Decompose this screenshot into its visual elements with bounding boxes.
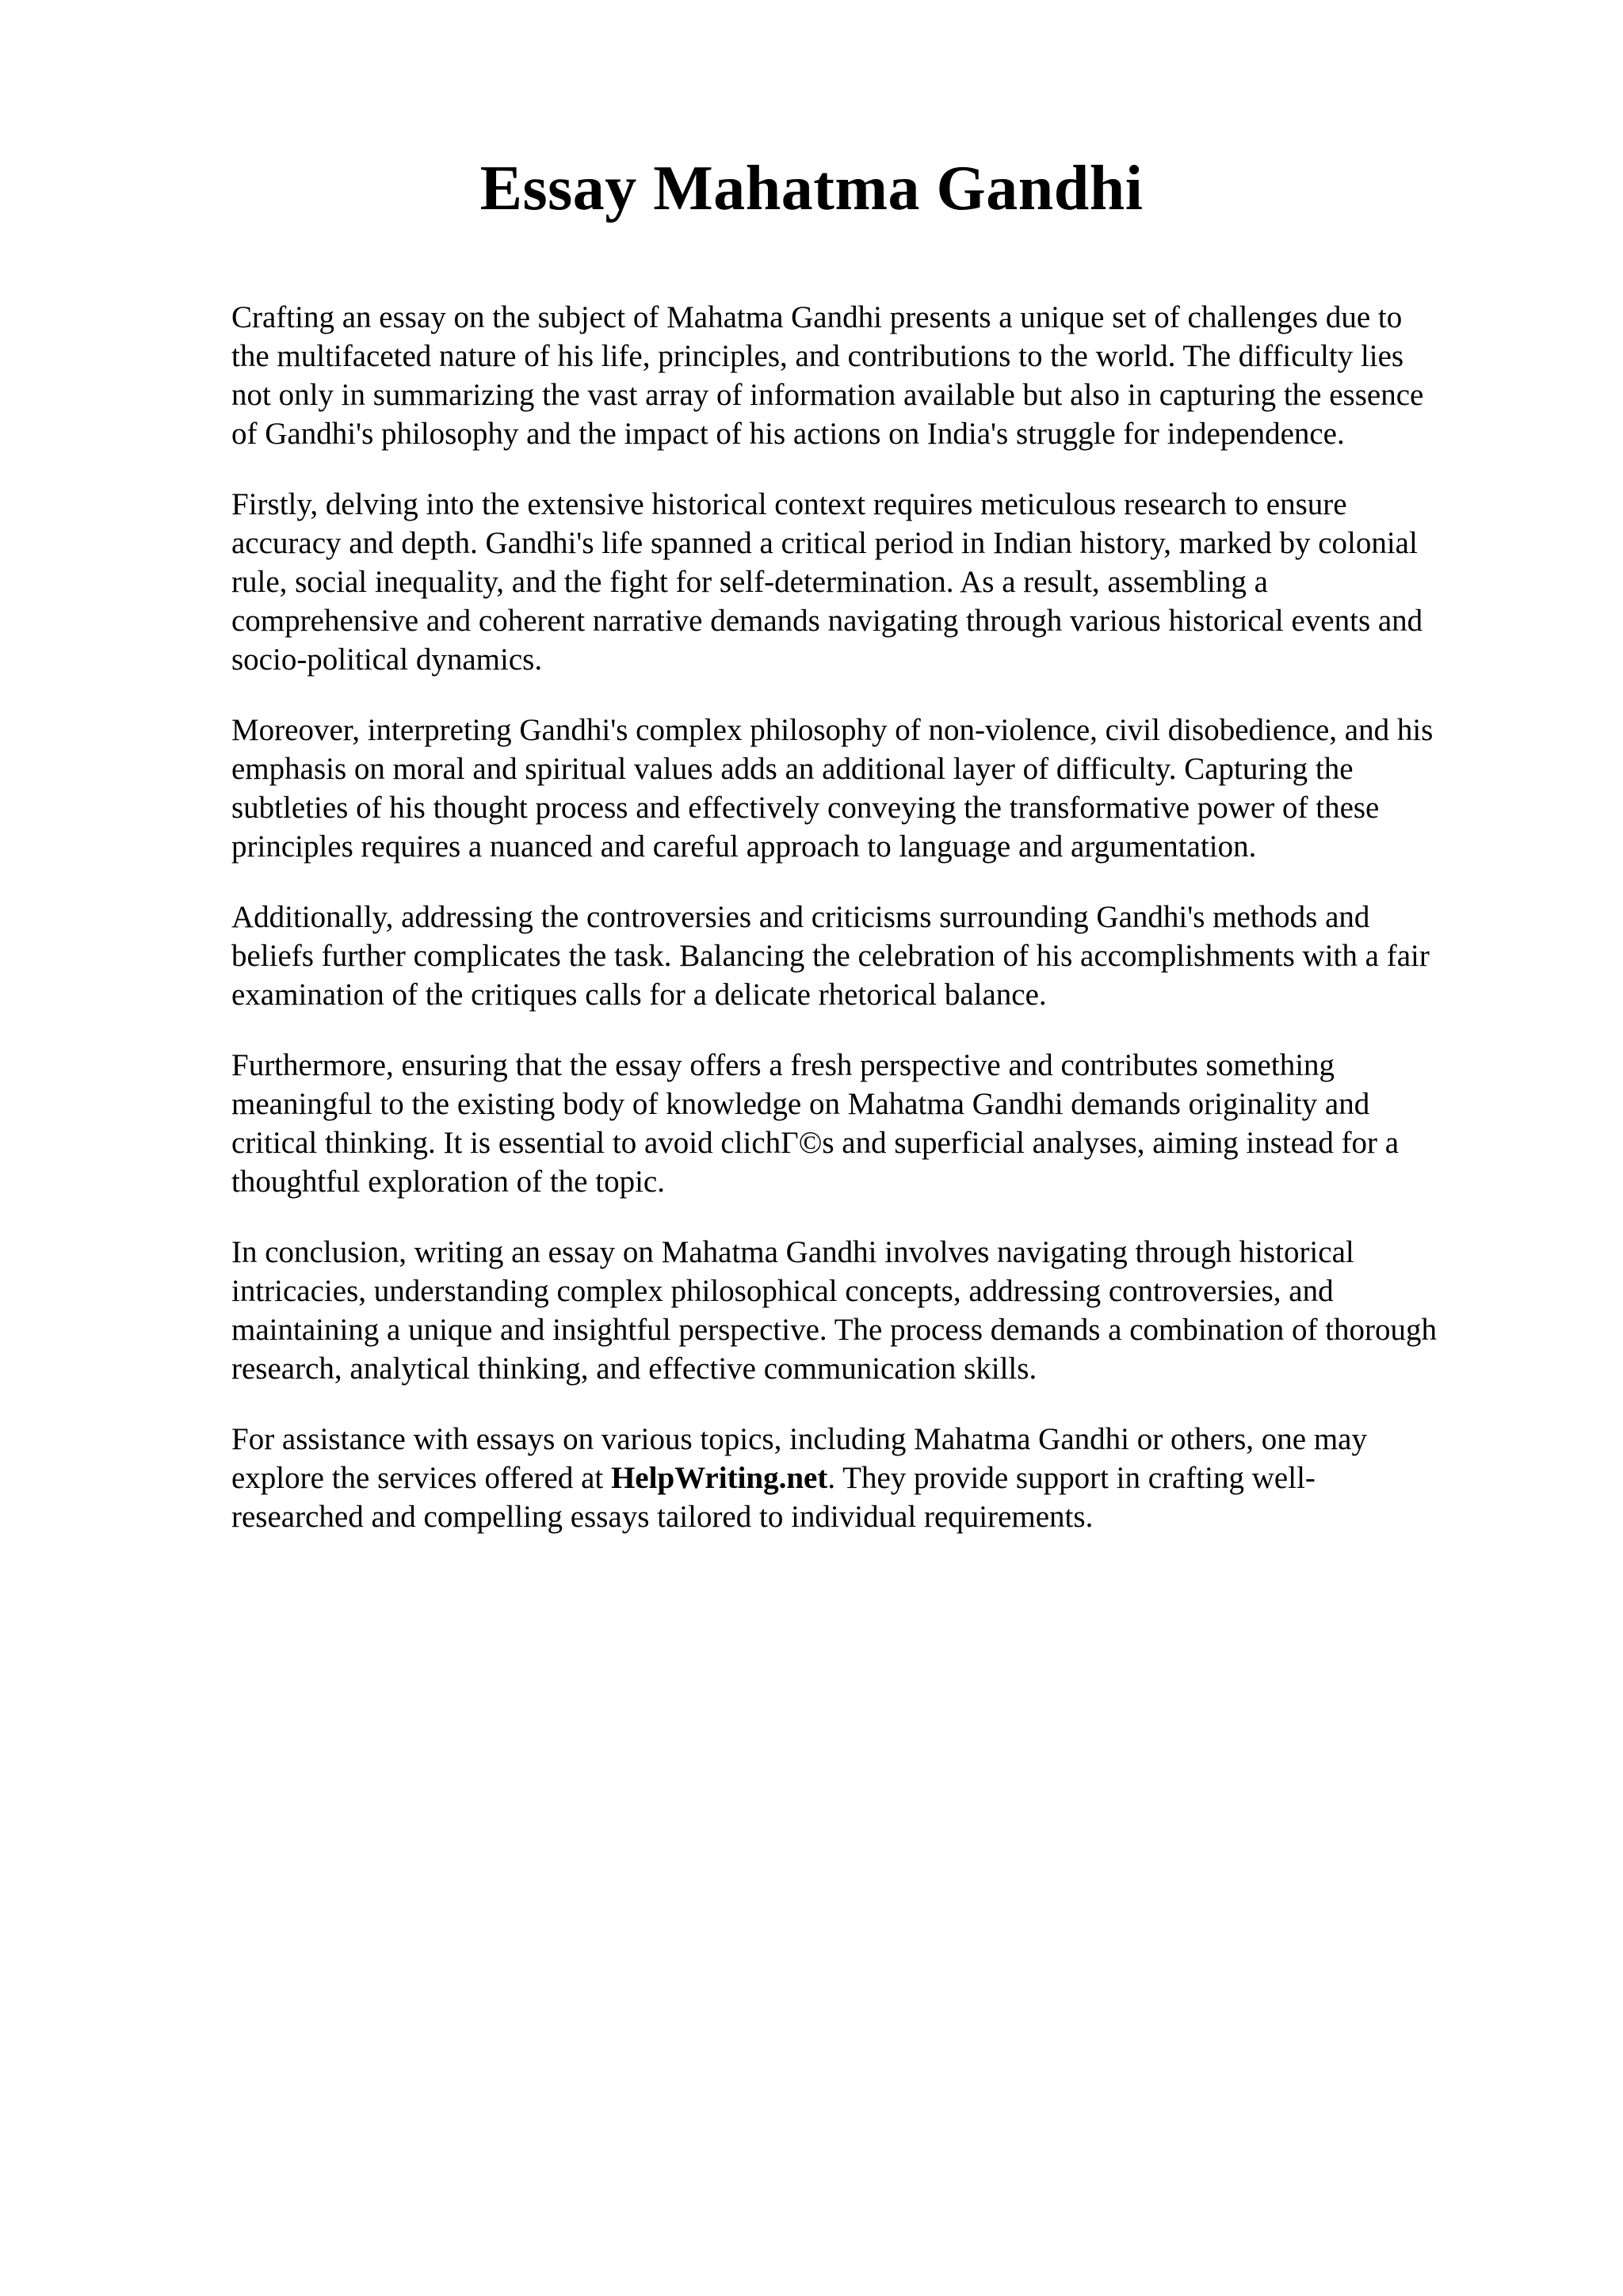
closing-text-after-brand: . They provide support in crafting well- [827,1461,1316,1495]
paragraph-line: For assistance with essays on various topics, including Mahatma Gandhi or others, one may [231,1422,1367,1456]
paragraph-line: subtleties of his thought process and effectively conveying the transformative power of these [231,791,1380,825]
paragraph-line: not only in summarizing the vast array of information available but also in capturing the essence [231,378,1424,412]
paragraph-line: researched and compelling essays tailored to individual requirements. [231,1500,1094,1534]
paragraph-line [231,1459,1531,1497]
paragraph-line: Furthermore, ensuring that the essay offers a fresh perspective and contributes something [231,1048,1335,1082]
page-title: Essay Mahatma Gandhi [479,154,1144,223]
paragraph-line: Firstly, delving into the extensive historical context requires meticulous research to ensure [231,487,1347,521]
paragraph-closing [231,1420,1531,1536]
paragraph-conclusion [231,1233,1531,1388]
paragraph-line: of Gandhi's philosophy and the impact of his actions on India's struggle for independence. [231,417,1345,451]
paragraph-intro [231,298,1531,453]
paragraph-line: comprehensive and coherent narrative demands navigating through various historical events and [231,604,1423,638]
paragraph-line: rule, social inequality, and the fight for self-determination. As a result, assembling a [231,565,1268,599]
paragraph-line: Additionally, addressing the controversies and criticisms surrounding Gandhi's methods and [231,900,1370,934]
closing-text-before-brand: explore the services offered at [231,1461,611,1495]
paragraph-line: beliefs further complicates the task. Balancing the celebration of his accomplishments with a fair [231,939,1430,973]
helpwriting-brand-text: HelpWriting.net [610,1461,828,1495]
paragraph-line: Crafting an essay on the subject of Mahatma Gandhi presents a unique set of challenges due to [231,300,1403,334]
paragraph-furthermore [231,1046,1531,1201]
paragraph-line: In conclusion, writing an essay on Mahatma Gandhi involves navigating through historical [231,1235,1354,1269]
paragraph-line: meaningful to the existing body of knowledge on Mahatma Gandhi demands originality and [231,1087,1370,1121]
paragraph-moreover [231,711,1531,866]
paragraph-additionally [231,898,1531,1014]
paragraph-line: intricacies, understanding complex philosophical concepts, addressing controversies, and [231,1274,1334,1308]
paragraph-line: Moreover, interpreting Gandhi's complex philosophy of non-violence, civil disobedience, and his [231,713,1434,747]
paragraph-line: principles requires a nuanced and careful approach to language and argumentation. [231,830,1257,864]
essay-body [231,298,1531,1568]
paragraph-line: examination of the critiques calls for a delicate rhetorical balance. [231,978,1047,1012]
paragraph-line: critical thinking. It is essential to avoid clichΓ©s and superficial analyses, aiming instead for a [231,1126,1400,1160]
paragraph-line: research, analytical thinking, and effective communication skills. [231,1352,1037,1386]
paragraph-line: the multifaceted nature of his life, principles, and contributions to the world. The difficulty lies [231,339,1404,373]
paragraph-line: thoughtful exploration of the topic. [231,1165,665,1199]
paragraph-line: maintaining a unique and insightful perspective. The process demands a combination of thorough [231,1313,1437,1347]
paragraph-line: accuracy and depth. Gandhi's life spanned a critical period in Indian history, marked by colonial [231,526,1418,560]
paragraph-line: emphasis on moral and spiritual values adds an additional layer of difficulty. Capturing the [231,752,1354,786]
paragraph-line: socio-political dynamics. [231,643,543,677]
paragraph-firstly [231,485,1531,679]
